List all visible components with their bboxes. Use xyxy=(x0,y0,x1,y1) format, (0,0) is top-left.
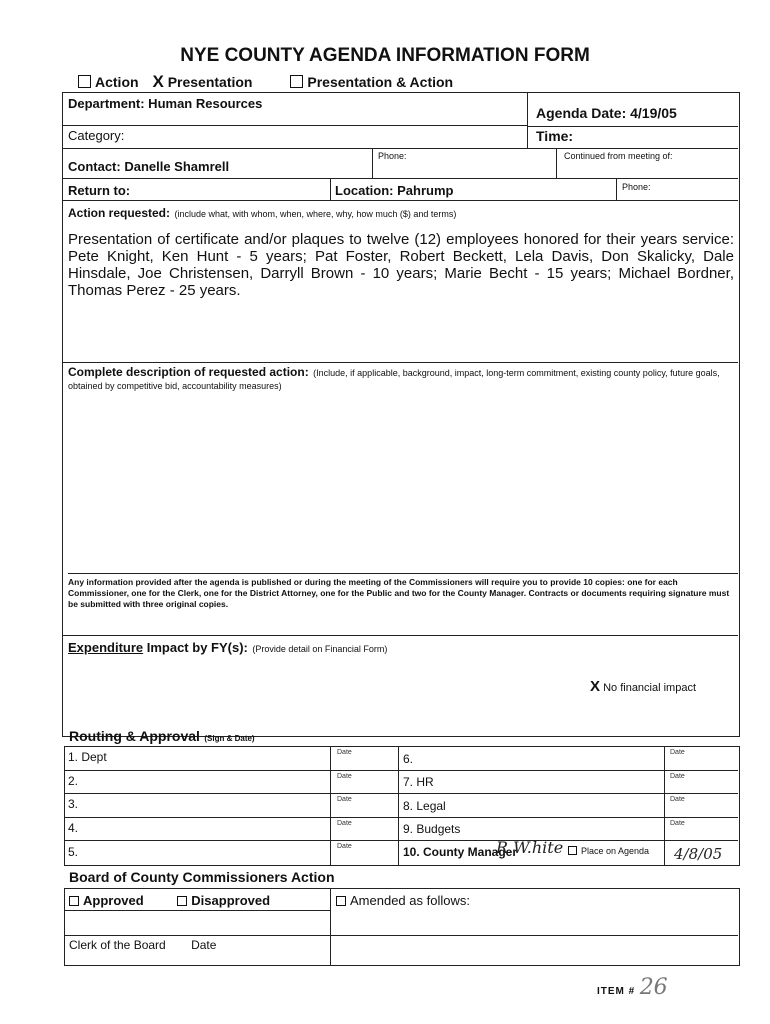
presentation-label: Presentation xyxy=(167,74,253,90)
routing-row-2: 2. xyxy=(68,774,79,788)
routing-row-9: 9. Budgets xyxy=(403,822,461,836)
action-label: Action xyxy=(95,74,139,90)
date-label-6: Date xyxy=(670,749,685,756)
date-label-3: Date xyxy=(337,796,352,803)
complete-description-header xyxy=(68,366,734,392)
place-on-agenda-label: Place on Agenda xyxy=(581,846,650,856)
amended-checkbox[interactable] xyxy=(336,896,346,906)
routing-header xyxy=(69,728,255,746)
presentation-mark: X xyxy=(152,72,164,91)
agenda-date-field: Agenda Date: 4/19/05 xyxy=(536,105,677,121)
expenditure-header xyxy=(68,639,387,657)
expenditure-hint: (Provide detail on Financial Form) xyxy=(252,644,388,654)
phone-label: Phone: xyxy=(378,151,407,161)
disapproved-label: Disapproved xyxy=(191,893,271,908)
item-value: 26 xyxy=(639,975,668,1000)
pres-action-label: Presentation & Action xyxy=(307,74,454,90)
action-requested-header xyxy=(68,204,456,222)
category-field: Category: xyxy=(68,128,125,143)
routing-row-6: 6. xyxy=(403,752,414,766)
place-on-agenda-checkbox[interactable] xyxy=(568,846,577,855)
phone2-label: Phone: xyxy=(622,182,651,192)
routing-row-5: 5. xyxy=(68,845,79,859)
routing-label: Routing & Approval xyxy=(69,728,200,744)
no-impact-mark: X xyxy=(590,678,601,695)
time-field: Time: xyxy=(536,128,574,144)
expenditure-label2: Impact by FY(s): xyxy=(143,640,248,655)
routing-row-4: 4. xyxy=(68,821,79,835)
approved-label: Approved xyxy=(83,893,144,908)
action-requested-text: Presentation of certificate and/or plaques to twelve (12) employees honored for their years service: Pete Knight, Ken Hunt - 5 years; Pat Foster, Robert Beckett, Lela Davis, Don Skalicky, Dale Hinsdale, Joe Christensen, Darryll Brown - 10 years; Marie Becht - 15 years; Michael Bordner, Thomas Perez - 25 years. xyxy=(68,231,734,299)
date-label-2: Date xyxy=(337,773,352,780)
clerk-label: Clerk of the Board xyxy=(69,938,166,952)
department-field: Department: Human Resources xyxy=(68,96,263,111)
date-label-9: Date xyxy=(670,820,685,827)
complete-label: Complete description of requested action: xyxy=(68,365,309,379)
form-title: NYE COUNTY AGENDA INFORMATION FORM xyxy=(180,45,590,66)
return-to-field: Return to: xyxy=(68,183,131,198)
contact-field: Contact: Danelle Shamrell xyxy=(68,159,230,174)
date-label-4: Date xyxy=(337,820,352,827)
routing-row-3: 3. xyxy=(68,797,79,811)
item-label: ITEM # xyxy=(597,986,636,997)
routing-row-7: 7. HR xyxy=(403,775,434,789)
clerk-row xyxy=(69,938,216,952)
date-label-7: Date xyxy=(670,773,685,780)
no-impact-label: No financial impact xyxy=(603,682,697,694)
manager-sign-date: 4/8/05 xyxy=(674,845,723,863)
date-label-5: Date xyxy=(337,843,352,850)
action-requested-hint: (include what, with whom, when, where, why, how much ($) and terms) xyxy=(174,209,457,219)
date-label-1: Date xyxy=(337,749,352,756)
amended-label: Amended as follows: xyxy=(350,893,470,908)
approval-options xyxy=(69,893,270,908)
expenditure-label: Expenditure xyxy=(68,640,144,655)
manager-signature: R.W.hite xyxy=(496,838,564,857)
pres-action-checkbox[interactable] xyxy=(290,75,303,88)
no-impact-row xyxy=(590,678,696,695)
item-number xyxy=(597,975,668,1000)
location-field: Location: Pahrump xyxy=(335,183,454,198)
option-row xyxy=(78,72,453,92)
complete-hint: (Include, if applicable, background, impact, long-term commitment, existing county policy, future goals, obtained by competitive bid, accountability measures) xyxy=(68,368,720,391)
disapproved-checkbox[interactable] xyxy=(177,896,187,906)
action-checkbox[interactable] xyxy=(78,75,91,88)
board-action-title: Board of County Commissioners Action xyxy=(69,869,335,885)
copies-notice: Any information provided after the agenda is published or during the meeting of the Commissioners will require you to provide 10 copies: one for each Commissioner, one for the Clerk, one for the District Attorney, one for the Public and two for the County Manager. Contracts or documents requiring signature must be submitted with three original copies. xyxy=(68,577,730,609)
county-manager-label: 10. County Manager xyxy=(403,845,518,859)
routing-row-1: 1. Dept xyxy=(68,750,107,764)
amended-option xyxy=(336,893,470,908)
place-on-agenda xyxy=(568,846,649,856)
clerk-date-label: Date xyxy=(191,938,217,952)
approved-checkbox[interactable] xyxy=(69,896,79,906)
action-requested-label: Action requested: xyxy=(68,206,171,220)
routing-hint: (Sign & Date) xyxy=(204,734,255,743)
date-label-8: Date xyxy=(670,796,685,803)
routing-row-8: 8. Legal xyxy=(403,799,446,813)
continued-label: Continued from meeting of: xyxy=(564,151,673,161)
